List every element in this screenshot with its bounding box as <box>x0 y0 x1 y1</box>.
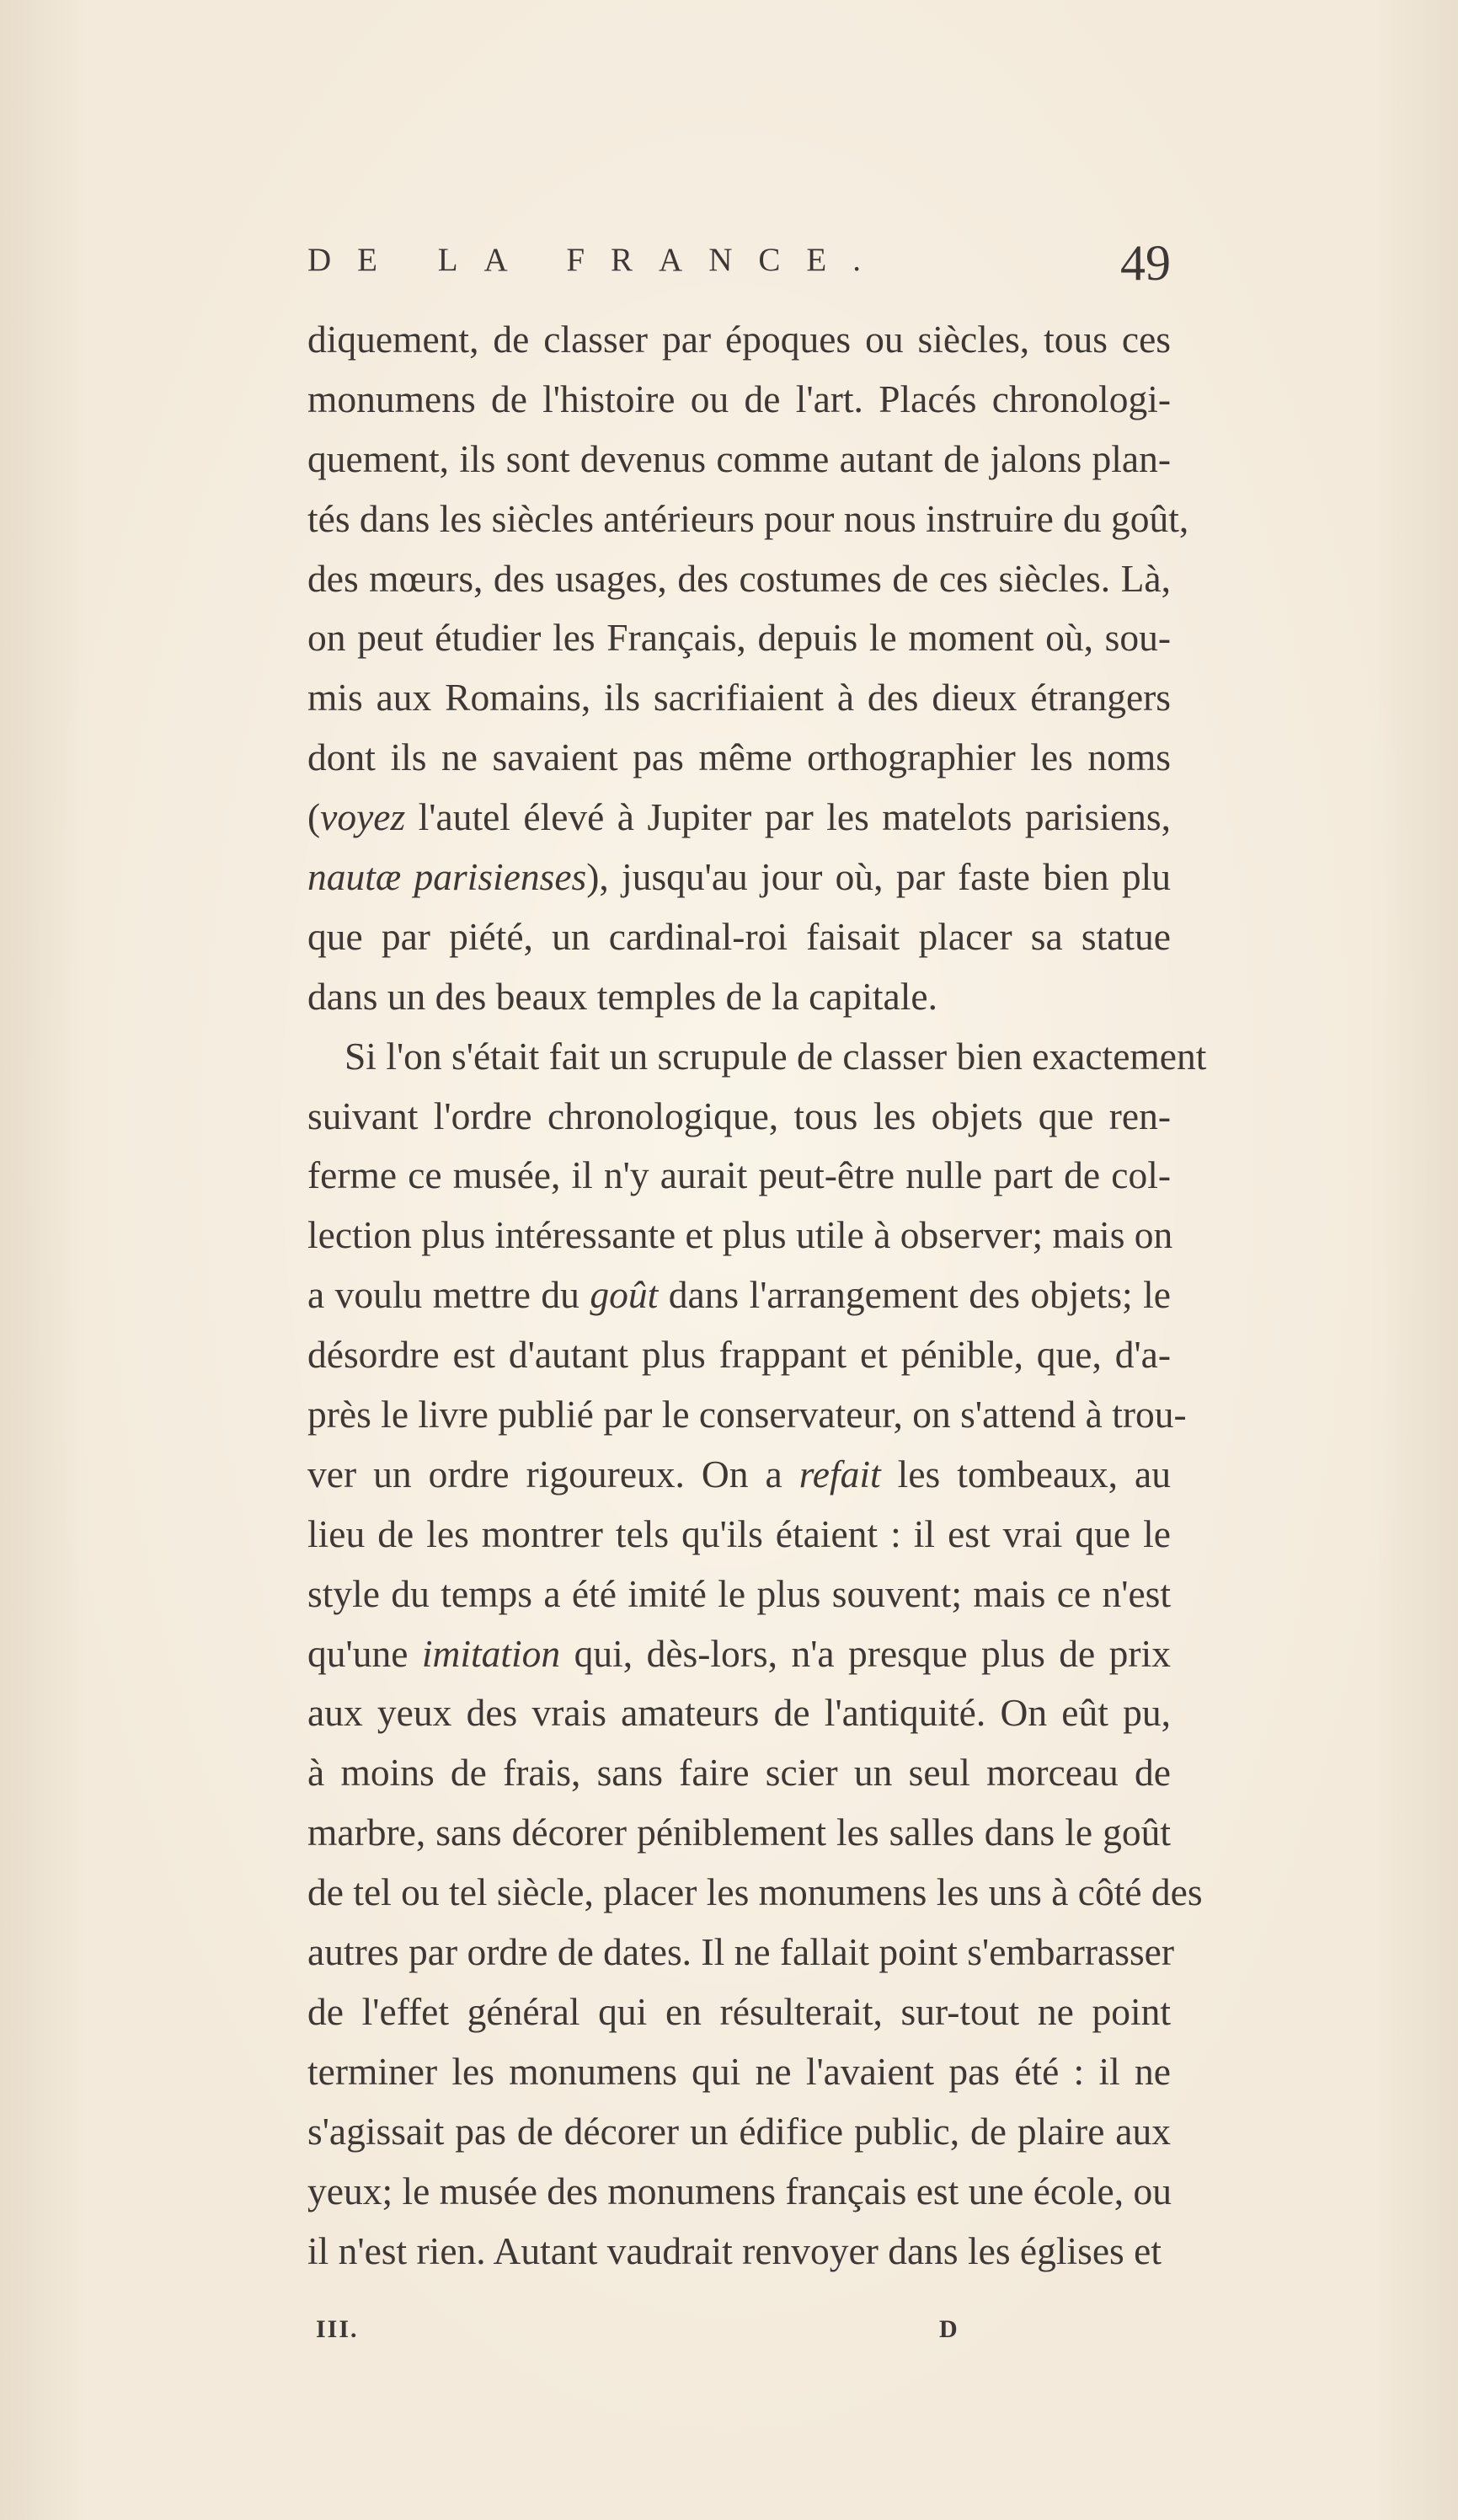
text-line <box>307 1146 1171 1206</box>
text-segment: suivant l'ordre chronologique, tous les objets que ren- <box>307 1094 1171 1137</box>
text-segment: ( <box>307 795 321 839</box>
text-line <box>307 668 1171 728</box>
text-segment: style du temps a été imité le plus souvent; mais ce n'est <box>307 1571 1171 1615</box>
text-segment: quement, ils sont devenus comme autant de jalons plan- <box>307 436 1171 480</box>
text-line <box>307 967 1171 1027</box>
text-line <box>307 1683 1171 1743</box>
text-segment: on peut étudier les Français, depuis le moment où, sou- <box>307 616 1171 660</box>
italic-text-segment: refait <box>798 1452 881 1495</box>
running-title: DE LA FRANCE. <box>307 242 887 278</box>
text-segment: dont ils ne savaient pas même orthographier les noms <box>307 736 1171 779</box>
text-segment: de l'effet général qui en résulterait, sur-tout ne point <box>307 1989 1171 2033</box>
text-segment: tés dans les siècles antérieurs pour nous instruire du goût, <box>307 496 1189 540</box>
text-segment: il n'est rien. Autant vaudrait renvoyer dans les églises et <box>307 2228 1162 2272</box>
text-line <box>307 1923 1174 1982</box>
text-line <box>307 1505 1171 1565</box>
text-segment: les tombeaux, au <box>880 1452 1171 1495</box>
italic-text-segment: imitation <box>421 1631 561 1675</box>
text-line <box>307 788 1171 848</box>
body-text <box>307 310 1207 2281</box>
text-line <box>307 490 1189 549</box>
text-line <box>307 2162 1171 2222</box>
text-segment: désordre est d'autant plus frappant et pénible, que, d'a- <box>307 1333 1171 1377</box>
text-segment: des mœurs, des usages, des costumes de ces siècles. Là, <box>307 556 1171 600</box>
text-segment: aux yeux des vrais amateurs de l'antiquité. On eût pu, <box>307 1691 1171 1735</box>
text-segment: ), jusqu'au jour où, par faste bien plu <box>586 855 1171 899</box>
page-number: 49 <box>1120 235 1171 291</box>
text-line <box>307 1325 1171 1385</box>
text-line <box>307 1565 1171 1624</box>
text-line <box>307 1087 1171 1147</box>
text-line <box>307 1863 1203 1923</box>
text-line <box>307 1624 1171 1684</box>
text-line <box>307 1803 1171 1863</box>
page-footer <box>307 2315 1171 2357</box>
text-line <box>307 549 1171 609</box>
text-segment: mis aux Romains, ils sacrifiaient à des dieux étrangers <box>307 676 1171 720</box>
text-segment: a voulu mettre du <box>307 1273 590 1317</box>
text-segment: autres par ordre de dates. Il ne fallait point s'embarrasser <box>307 1930 1174 1974</box>
italic-text-segment: nautæ parisienses <box>307 855 587 899</box>
text-segment: ferme ce musée, il n'y aurait peut-être nulle part de col- <box>307 1153 1171 1197</box>
text-line <box>307 370 1171 430</box>
text-line <box>307 2102 1171 2162</box>
text-segment: que par piété, un cardinal-roi faisait placer sa statue <box>307 914 1171 958</box>
text-segment: yeux; le musée des monumens français est une école, ou <box>307 2169 1172 2212</box>
text-line <box>307 1265 1171 1325</box>
running-head <box>307 234 1171 293</box>
text-segment: s'agissait pas de décorer un édifice public, de plaire aux <box>307 2109 1171 2153</box>
text-line <box>307 1982 1171 2042</box>
text-line <box>307 1445 1171 1505</box>
text-line <box>307 1027 1207 1087</box>
text-segment: à moins de frais, sans faire scier un seul morceau de <box>307 1751 1171 1795</box>
text-line <box>307 2042 1171 2102</box>
volume-signature: III. <box>316 2315 359 2343</box>
italic-text-segment: goût <box>590 1273 659 1317</box>
text-line <box>307 907 1171 967</box>
gathering-mark: D <box>939 2315 958 2343</box>
text-segment: ver un ordre rigoureux. On a <box>307 1452 799 1495</box>
text-line <box>307 728 1171 788</box>
text-line <box>307 1743 1171 1803</box>
text-segment: lieu de les montrer tels qu'ils étaient : il est vrai que le <box>307 1511 1171 1555</box>
text-line <box>307 848 1171 907</box>
italic-text-segment: voyez <box>320 795 406 839</box>
text-segment: diquement, de classer par époques ou siècles, tous ces <box>307 318 1171 361</box>
text-segment: Si l'on s'était fait un scrupule de classer bien exactement <box>344 1034 1207 1078</box>
text-line <box>307 1385 1187 1445</box>
text-segment: de tel ou tel siècle, placer les monumens les uns à côté des <box>307 1870 1203 1914</box>
text-segment: lection plus intéressante et plus utile à observer; mais on <box>307 1213 1173 1257</box>
text-line <box>307 608 1171 668</box>
text-segment: qu'une <box>307 1631 422 1675</box>
text-line <box>307 2222 1171 2282</box>
text-segment: dans un des beaux temples de la capitale. <box>307 974 937 1018</box>
text-segment: marbre, sans décorer péniblement les salles dans le goût <box>307 1811 1171 1854</box>
text-line <box>307 430 1171 490</box>
text-segment: près le livre publié par le conservateur, on s'attend à trou- <box>307 1393 1187 1437</box>
text-segment: terminer les monumens qui ne l'avaient pas été : il ne <box>307 2049 1171 2093</box>
text-segment: dans l'arrangement des objets; le <box>658 1273 1171 1317</box>
text-segment: l'autel élevé à Jupiter par les matelots parisiens, <box>405 795 1171 839</box>
text-segment: monumens de l'histoire ou de l'art. Placés chronologi- <box>307 377 1171 420</box>
text-line <box>307 1206 1171 1265</box>
text-line <box>307 310 1171 370</box>
text-segment: qui, dès-lors, n'a presque plus de prix <box>560 1631 1171 1675</box>
